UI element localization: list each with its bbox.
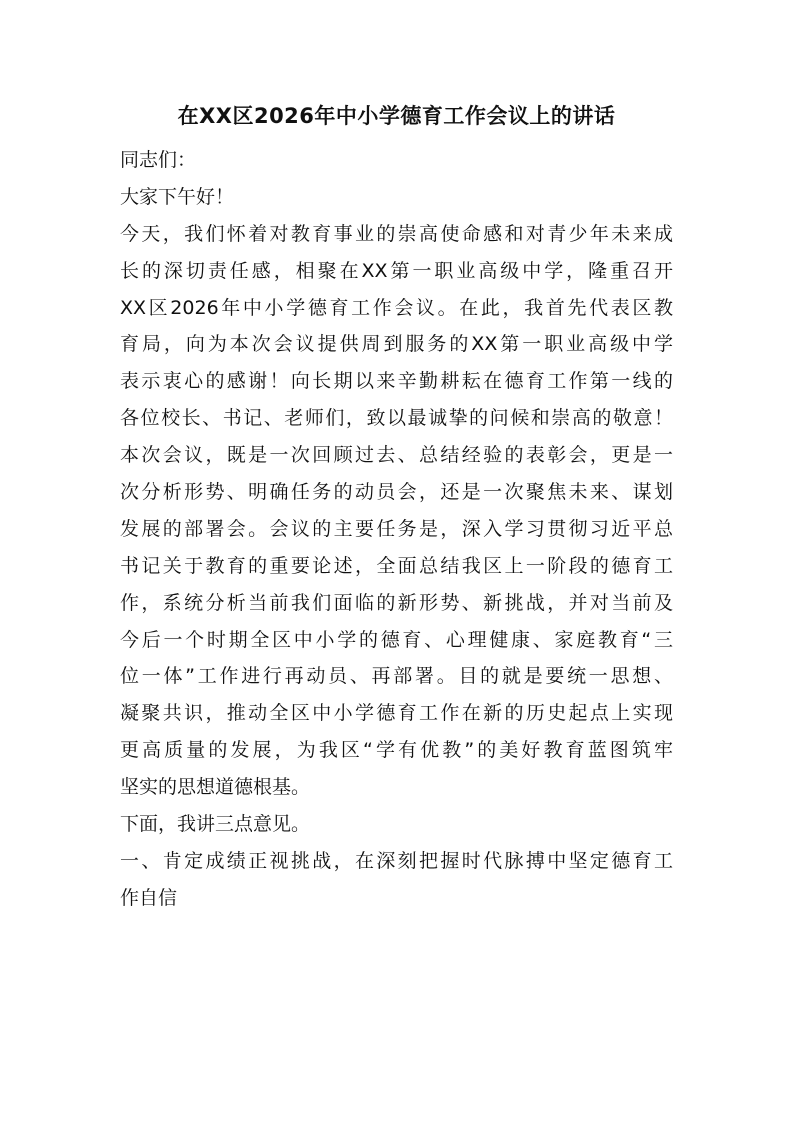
paragraph-line: 今后一个时期全区中小学的德育、心理健康、家庭教育“三 [120, 628, 673, 651]
paragraph-line: 次分析形势、明确任务的动员会，还是一次聚焦未来、谋划 [120, 481, 673, 504]
paragraph-line: 本次会议，既是一次回顾过去、总结经验的表彰会，更是一 [120, 444, 673, 467]
paragraph-line: 位一体”工作进行再动员、再部署。目的就是要统一思想、 [120, 665, 673, 688]
paragraph-line: 各位校长、书记、老师们，致以最诚挚的问候和崇高的敬意！ [120, 407, 673, 430]
paragraph-line: 凝聚共识，推动全区中小学德育工作在新的历史起点上实现 [120, 702, 673, 725]
greeting-line: 大家下午好！ [120, 185, 235, 208]
paragraph-line: 坚实的思想道德根基。 [120, 776, 311, 799]
salutation-line: 同志们： [120, 149, 197, 171]
paragraph-line: 书记关于教育的重要论述，全面总结我区上一阶段的德育工 [120, 554, 673, 577]
paragraph-line: 更高质量的发展，为我区“学有优教”的美好教育蓝图筑牢 [120, 739, 673, 762]
document-title: 在XX区2026年中小学德育工作会议上的讲话 [177, 104, 616, 128]
paragraph-line: 今天，我们怀着对教育事业的崇高使命感和对青少年未来成 [120, 222, 673, 245]
section-heading-line: 作自信 [120, 886, 178, 909]
paragraph-line: 育局，向为本次会议提供周到服务的XX第一职业高级中学 [120, 333, 673, 356]
paragraph-line: 长的深切责任感，相聚在XX第一职业高级中学，隆重召开 [120, 259, 673, 282]
section-heading-line: 一、肯定成绩正视挑战，在深刻把握时代脉搏中坚定德育工 [120, 849, 673, 872]
paragraph-line: 发展的部署会。会议的主要任务是，深入学习贯彻习近平总 [120, 517, 673, 540]
document-body [120, 142, 673, 917]
paragraph-line: XX区2026年中小学德育工作会议。在此，我首先代表区教 [120, 296, 673, 319]
transition-line: 下面，我讲三点意见。 [120, 813, 311, 836]
paragraph-line: 表示衷心的感谢！向长期以来辛勤耕耘在德育工作第一线的 [120, 370, 673, 393]
paragraph-line: 作，系统分析当前我们面临的新形势、新挑战，并对当前及 [120, 591, 673, 614]
